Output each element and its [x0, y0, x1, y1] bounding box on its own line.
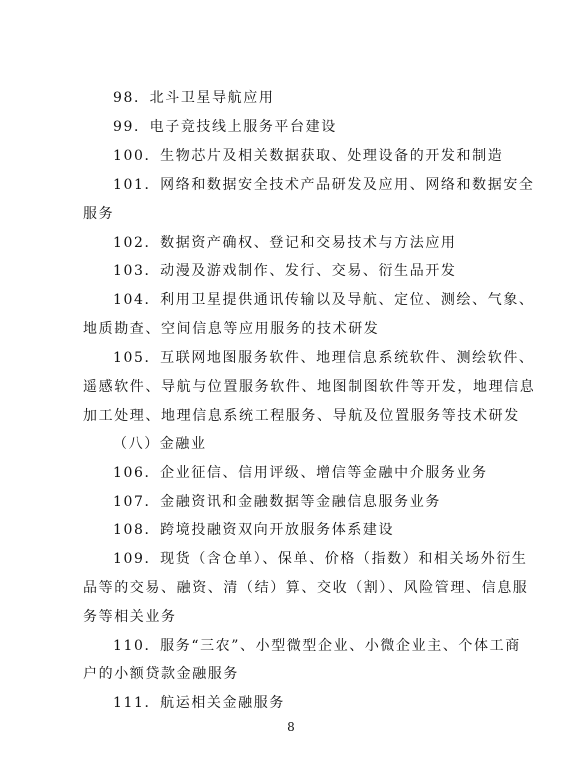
item-103: 103．动漫及游戏制作、发行、交易、衍生品开发	[113, 263, 457, 279]
item-109-line-3: 务等相关业务	[83, 609, 177, 625]
item-110-line-1: 110．服务“三农”、小型微型企业、小微企业主、个体工商	[113, 638, 521, 654]
item-104-line-2: 地质勘查、空间信息等应用服务的技术研发	[83, 321, 380, 337]
item-105-line-1: 105．互联网地图服务软件、地理信息系统软件、测绘软件、	[113, 350, 535, 366]
item-109-line-2: 品等的交易、融资、清（结）算、交收（割）、风险管理、信息服	[83, 580, 529, 596]
page-number: 8	[287, 720, 295, 734]
item-101-line-2: 服务	[83, 206, 115, 222]
item-101-line-1: 101．网络和数据安全技术产品研发及应用、网络和数据安全	[113, 177, 535, 193]
item-110-line-2: 户的小额贷款金融服务	[83, 666, 239, 682]
item-111: 111．航运相关金融服务	[113, 695, 285, 711]
item-102: 102．数据资产确权、登记和交易技术与方法应用	[113, 235, 457, 251]
item-109-line-1: 109．现货（含仓单）、保单、价格（指数）和相关场外衍生	[113, 551, 528, 567]
item-98: 98．北斗卫星导航应用	[113, 90, 275, 106]
item-100: 100．生物芯片及相关数据获取、处理设备的开发和制造	[113, 148, 504, 164]
item-106: 106．企业征信、信用评级、增信等金融中介服务业务	[113, 465, 488, 481]
item-108: 108．跨境投融资双向开放服务体系建设	[113, 522, 395, 538]
item-99: 99．电子竞技线上服务平台建设	[113, 119, 337, 135]
item-105-line-3: 加工处理、地理信息系统工程服务、导航及位置服务等技术研发	[83, 408, 520, 424]
item-107: 107．金融资讯和金融数据等金融信息服务业务	[113, 494, 441, 510]
item-104-line-1: 104．利用卫星提供通讯传输以及导航、定位、测绘、气象、	[113, 292, 535, 308]
item-105-line-2: 遥感软件、导航与位置服务软件、地图制图软件等开发，地理信息	[83, 379, 536, 395]
section-heading-finance: （八）金融业	[113, 436, 207, 452]
